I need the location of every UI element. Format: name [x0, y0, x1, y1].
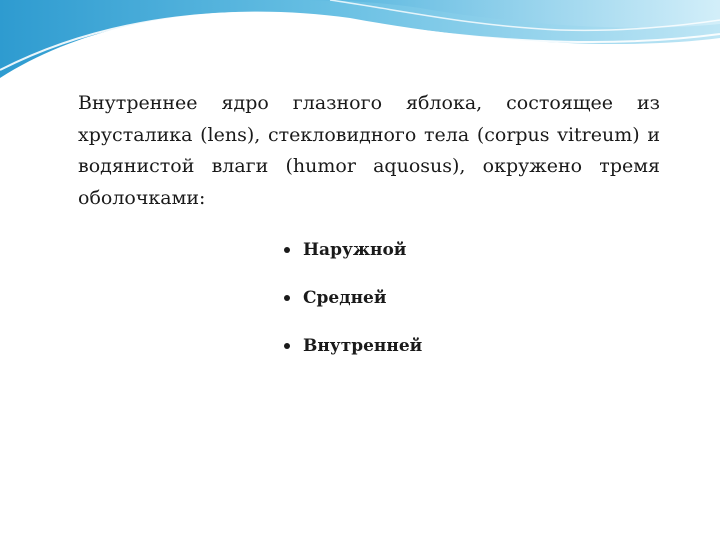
bullet-label: Средней [303, 288, 387, 308]
bullet-dot-icon [284, 295, 290, 301]
bullet-dot-icon [284, 247, 290, 253]
header-wave-decoration [0, 0, 720, 90]
bullet-dot-icon [284, 343, 290, 349]
bullet-item-outer [280, 238, 422, 262]
bullet-label: Наружной [303, 240, 407, 260]
bullet-list [280, 238, 422, 382]
bullet-label: Внутренней [303, 336, 423, 356]
bullet-item-inner [280, 334, 422, 358]
bullet-item-middle [280, 286, 422, 310]
body-paragraph: Внутреннее ядро глазного яблока, состоящее из хрусталика (lens), стекловидного тела (corpus vitreum) и водянистой влаги (humor aquosus), окружено тремя оболочками: [78, 92, 660, 209]
